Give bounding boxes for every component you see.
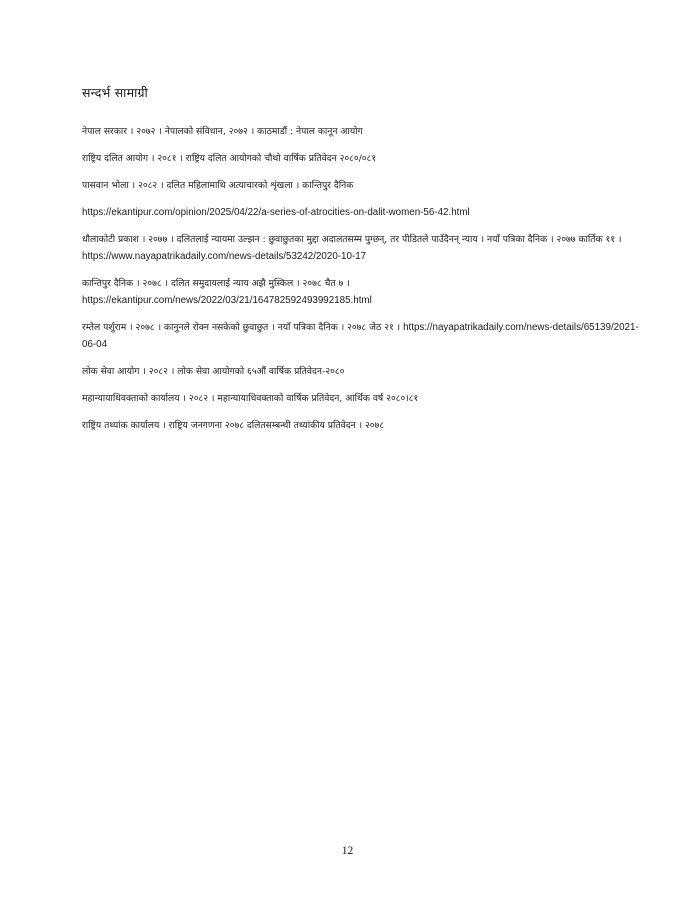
references-section <box>82 84 642 444</box>
reference-text: धौलाकोटी प्रकाश । २०७७ । दलितलाई न्यायमा उल्झन : छुवाछुतका मुद्दा अदालतसम्म पुग्छन्, तर पीडितले पाउँदैनन् न्याय । नयाँ पत्रिका दैनिक । २०७७ कार्तिक ११ । <box>82 234 622 245</box>
reference-link[interactable]: https://ekantipur.com/opinion/2025/04/22/a-series-of-atrocities-on-dalit-women-56-42.html <box>82 207 470 218</box>
reference-text: राष्ट्रिय दलित आयोग । २०८१ । राष्ट्रिय दलित आयोगको चौथो वार्षिक प्रतिवेदन २०८०/०८१ <box>82 153 377 164</box>
reference-text: नेपाल सरकार । २०७२ । नेपालको संविधान, २०७२ । काठमाडौं : नेपाल कानून आयोग <box>82 126 363 137</box>
reference-item <box>82 390 642 407</box>
reference-text: लोक सेवा आयोग । २०८२ । लोक सेवा आयोगको ६५औं वार्षिक प्रतिवेदन-२०८० <box>82 366 345 377</box>
reference-item <box>82 319 642 353</box>
reference-text: रम्तेल पर्शुराम । २०७८ । कानुनले रोक्न नसकेको छुवाछुत । नयाँ पत्रिका दैनिक । २०७८ जेठ २१ । <box>82 322 401 333</box>
reference-item <box>82 204 642 221</box>
reference-text: पासवान भोला । २०८२ । दलित महिलामाथि अत्याचारको शृंखला । कान्तिपुर दैनिक <box>82 180 354 191</box>
reference-link[interactable]: https://www.nayapatrikadaily.com/news-details/53242/2020-10-17 <box>82 251 367 262</box>
reference-link[interactable]: https://nayapatrikadaily.com/news-details/65139/2021-06-04 <box>82 322 639 350</box>
reference-item <box>82 275 642 309</box>
page-number: 12 <box>341 845 354 857</box>
reference-item <box>82 123 642 140</box>
references-heading: सन्दर्भ सामाग्री <box>82 85 148 100</box>
reference-text: राष्ट्रिय तथ्यांक कार्यालय । राष्ट्रिय जनगणना २०७८ दलितसम्बन्धी तथ्यांकीय प्रतिवेदन । २०७८ <box>82 420 385 431</box>
reference-text: कान्तिपुर दैनिक । २०७८ । दलित समुदायलाई न्याय अझै मुस्किल । २०७८ चैत ७ । <box>82 278 350 289</box>
reference-item <box>82 417 642 434</box>
reference-item <box>82 177 642 194</box>
reference-text: महान्यायाधिवक्ताको कार्यालय । २०८२ । महान्यायाधिवक्ताको वार्षिक प्रतिवेदन, आर्थिक वर्ष २०८०।८१ <box>82 393 419 404</box>
reference-item <box>82 150 642 167</box>
reference-item <box>82 363 642 380</box>
reference-link[interactable]: https://ekantipur.com/news/2022/03/21/164782592493992185.html <box>82 295 372 306</box>
reference-item <box>82 231 642 265</box>
